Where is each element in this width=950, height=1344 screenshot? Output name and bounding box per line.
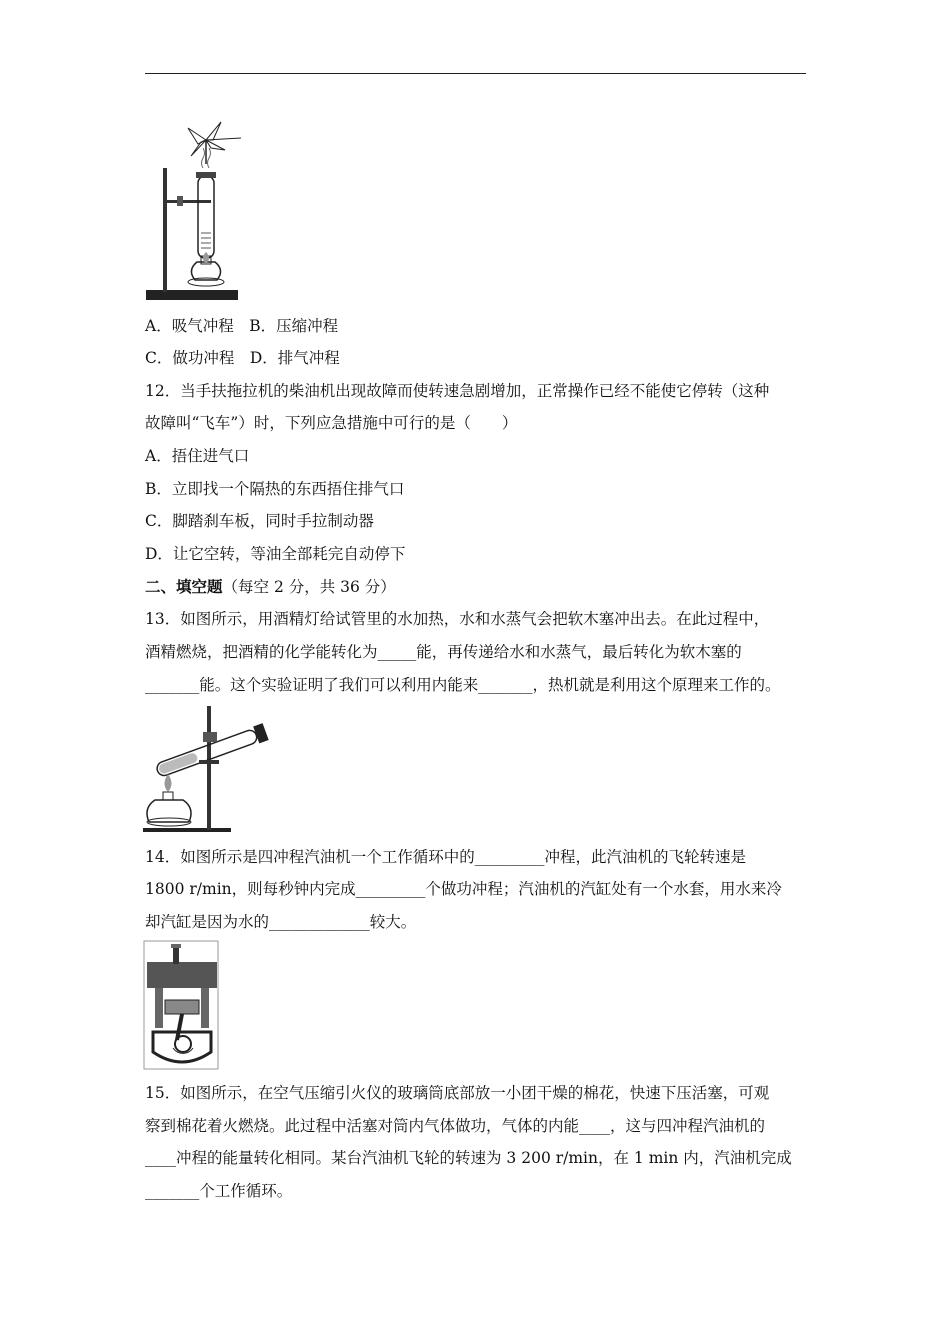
q12-line2: 故障叫“飞车”）时，下列应急措施中可行的是（ ） [145,414,518,432]
section-2-heading [145,577,396,597]
cork-experiment-figure [143,704,273,834]
section-2-title: 二、填空题 [145,577,223,596]
engine-cylinder-figure [143,940,221,1072]
q14-line1: 14．如图所示是四冲程汽油机一个工作循环中的_________冲程，此汽油机的飞轮转速是 [145,848,746,866]
q15-line2: 察到棉花着火燃烧。此过程中活塞对筒内气体做功，气体的内能____，这与四冲程汽油机的 [145,1117,766,1135]
q14-line3: 却汽缸是因为水的_____________较大。 [145,913,417,931]
q14-line2: 1800 r/min，则每秒钟内完成_________个做功冲程；汽油机的汽缸处有一个水套，用水来冷 [145,880,782,898]
q13-line2: 酒精燃烧，把酒精的化学能转化为_____能，再传递给水和水蒸气，最后转化为软木塞的 [145,643,742,661]
q15-line4: _______个工作循环。 [145,1182,293,1200]
q12-option-b: B．立即找一个隔热的东西捂住排气口 [145,480,405,498]
header-rule [145,73,806,74]
q11-options-row2: C．做功冲程 D．排气冲程 [145,349,340,367]
q15-line3: ____冲程的能量转化相同。某台汽油机飞轮的转速为 3 200 r/min，在 1 min 内，汽油机完成 [145,1149,792,1167]
q13-line3: _______能。这个实验证明了我们可以利用内能来_______，热机就是利用这个原理来工作的。 [145,676,781,694]
q12-option-d: D．让它空转，等油全部耗完自动停下 [145,545,406,563]
section-2-note: （每空 2 分，共 36 分） [222,578,396,596]
q12-option-a: A．捂住进气口 [145,447,250,465]
pinwheel-experiment-figure [143,118,243,304]
q12-line1: 12．当手扶拖拉机的柴油机出现故障而使转速急剧增加，正常操作已经不能使它停转（这种 [145,382,770,400]
q13-line1: 13．如图所示，用酒精灯给试管里的水加热，水和水蒸气会把软木塞冲出去。在此过程中， [145,610,770,628]
q12-option-c: C．脚踏刹车板，同时手拉制动器 [145,512,374,530]
q11-options-row1: A．吸气冲程 B．压缩冲程 [145,317,339,335]
q15-line1: 15．如图所示，在空气压缩引火仪的玻璃筒底部放一小团干燥的棉花，快速下压活塞，可观 [145,1084,770,1102]
